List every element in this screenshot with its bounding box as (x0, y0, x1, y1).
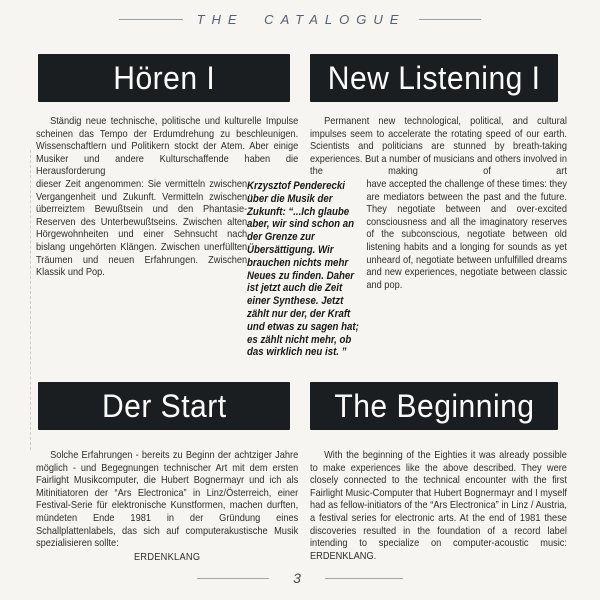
english-paragraph-beside-quote: have accepted the challenge of these times: they are mediators between the past and the future. They negotiate between and over-excited consciousness and all the imaginatory reserves of the subconscious, negotiate between old listening habits and a longing for sounds as yet unheard of, negotiate between unfulfilled dreams and new experiences, negotiate between classic and pop. (366, 177, 567, 291)
penderecki-quote: Krzysztof Penderecki über die Musik der Zukunft: “...Ich glaube aber, wir sind schon an der Grenze zur Übersättigung. Wir brauchen nichts mehr Neues zu finden. Daher ist jetzt auch die Zeit einer Synthese. Jetzt zählt nur der, der Kraft und etwas zu sagen hat; es zählt nicht mehr, ob das wirklich neu ist. ” (247, 180, 359, 359)
german-start-paragraph: Solche Erfahrungen - bereits zu Beginn der achtziger Jahre möglich - und Begegnungen technischer Art mit dem ersten Fairlight Musikcomputer, die Hubert Bognermayr und ich als Mitinitiatoren der “Ars Electronica” in Linz/Österreich, einer Festival-Serie für elektronische Kunstformen, machen durften, mündeten Ende 1981 in der Gründung eines Schallplattenlabels, das sich auf computerakustische Musik spezialisieren sollte: (36, 449, 299, 550)
heading-bar-der-start (38, 382, 290, 430)
masthead-rule-right (419, 19, 481, 20)
masthead-rule-left (119, 19, 183, 20)
heading-der-start: Der Start (101, 388, 227, 424)
masthead (0, 8, 600, 30)
footer-rule-left (197, 578, 269, 579)
german-paragraph-beside-quote: dieser Zeit angenommen: Sie vermitteln zwischen Vergangenheit und Zukunft. Vermitteln zwischen überreiztem Bewußtsein und den Phantasie-Reserven des Unterbewußtseins. Zwischen alten Hörgewohnheiten und einer Sehnsucht nach bislang ungehörten Klängen. Zwischen unerfüllten Träumen und neuen Erfahrungen. Zwischen Klassik und Pop. (36, 177, 248, 279)
heading-hoeren: Hören I (113, 60, 215, 96)
english-beginning-paragraph: With the beginning of the Eighties it was already possible to make experiences like the above described. They were closely connected to the technical encounter with the first Fairlight Music-Computer that Hubert Bognermayr and I myself had as fellow-initiators of the “Ars Electronica” in Linz / Austria, a festival series for electronic arts. At the end of 1981 these discoveries resulted in the foundation of a record label intending to specialize on computer-acoustic music: ERDENKLANG. (310, 449, 567, 562)
erdenklang-label: ERDENKLANG (133, 550, 201, 563)
german-column-start (36, 449, 298, 563)
footer-rule-right (325, 578, 403, 579)
heading-bar-new-listening (310, 54, 558, 102)
german-paragraph-top: Ständig neue technische, politische und kulturelle Impulse scheinen das Tempo der Erdumdrehung zu beschleunigen. Wissenschaftlern und Politikern stockt der Atem. Aber einige Musiker und andere Kulturschaffende haben die Herausforderung (36, 115, 299, 178)
catalogue-title: THE CATALOGUE (196, 11, 406, 27)
heading-bar-the-beginning (310, 382, 558, 430)
page-number: 3 (293, 570, 301, 586)
page-footer (0, 569, 600, 587)
heading-bar-hoeren (38, 54, 290, 102)
binding-perforation (30, 150, 31, 450)
english-column-beginning (310, 449, 567, 562)
english-paragraph-top: Permanent new technological, political, and cultural impulses seem to accelerate the rotating speed of our earth. Scientists and politicians are stunned by breath-taking experiences. But a number of musicians and others involved in the making of art (310, 115, 567, 178)
heading-the-beginning: The Beginning (333, 388, 535, 424)
heading-new-listening: New Listening I (327, 60, 541, 96)
